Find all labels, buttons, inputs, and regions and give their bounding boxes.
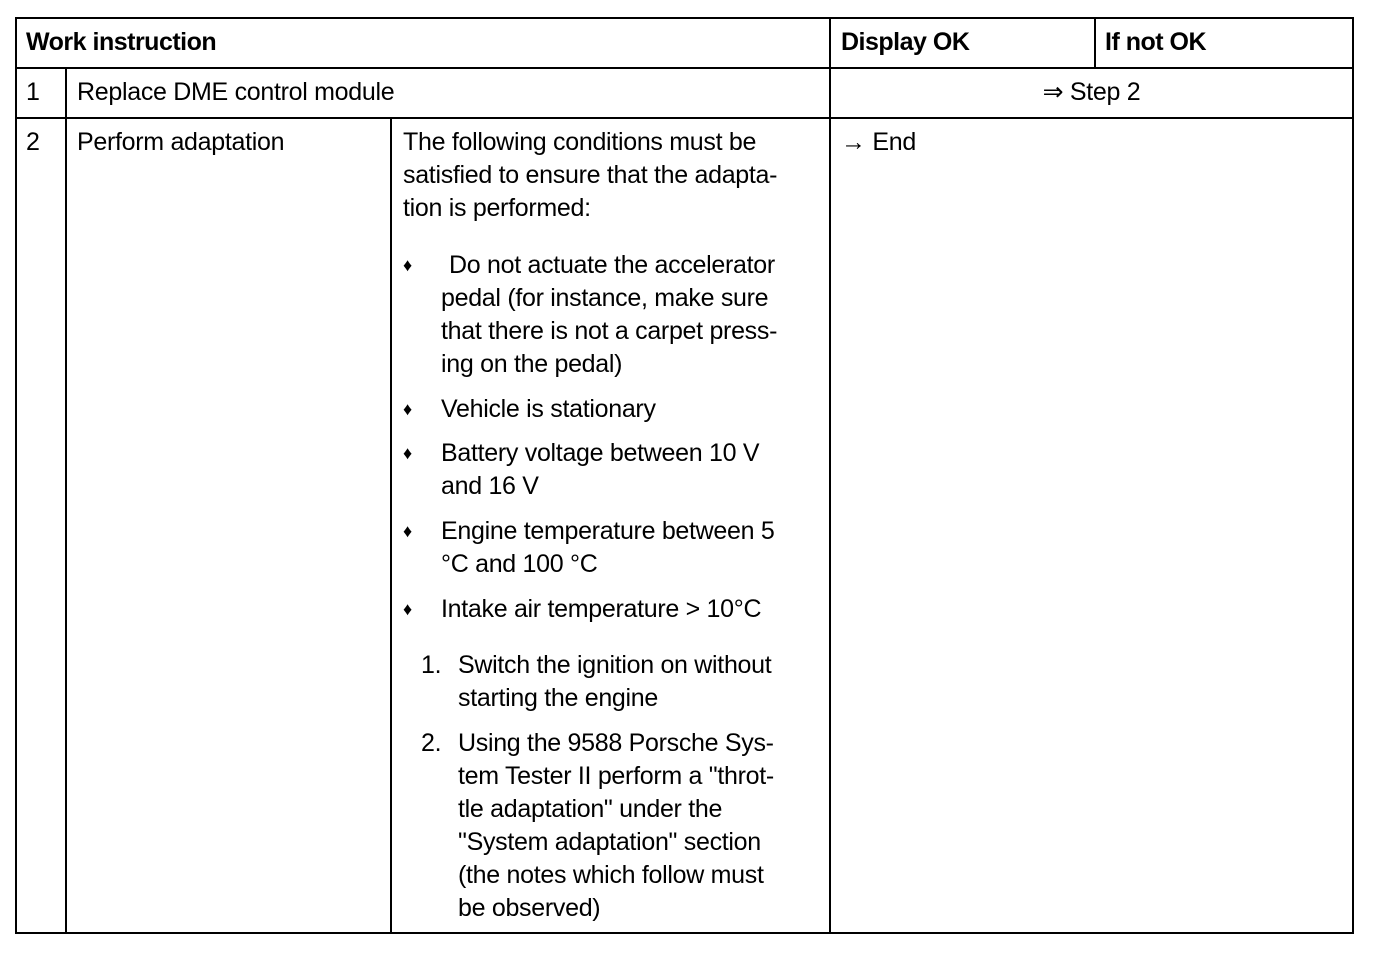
- condition-line: Battery voltage between 10 V: [441, 439, 760, 467]
- header-display-ok: Display OK: [841, 28, 970, 56]
- procedure-step: [403, 727, 829, 927]
- condition-text: [441, 249, 829, 381]
- work-instruction-table: [15, 17, 1354, 934]
- step-text: [458, 649, 829, 715]
- step-number: 1.: [421, 651, 442, 679]
- condition-line: Do not actuate the accelerator: [449, 251, 775, 279]
- row2-detail: [403, 19, 829, 934]
- condition-line: °C and 100 °C: [441, 550, 598, 578]
- if-not-ok-divider: [1094, 19, 1096, 68]
- diamond-bullet-icon: ♦: [403, 443, 412, 463]
- intro-line: tion is performed:: [403, 194, 591, 222]
- step-line: (the notes which follow must: [458, 861, 764, 889]
- condition-item: [403, 593, 829, 626]
- condition-text: [441, 515, 829, 581]
- diamond-bullet-icon: ♦: [403, 255, 412, 275]
- condition-line: Engine temperature between 5: [441, 517, 775, 545]
- condition-line: Intake air temperature > 10°C: [441, 595, 762, 623]
- step-line: Switch the ignition on without: [458, 651, 772, 679]
- condition-item: [403, 515, 829, 581]
- step-line: "System adaptation" section: [458, 828, 761, 856]
- condition-line: that there is not a carpet press-: [441, 317, 778, 345]
- row1-result: ⇒ Step 2: [1042, 78, 1141, 106]
- number-column-divider: [65, 68, 67, 934]
- instruction-detail-divider: [390, 118, 392, 934]
- condition-line: and 16 V: [441, 472, 539, 500]
- condition-item: [403, 437, 829, 503]
- row2-number: 2: [26, 128, 40, 156]
- diamond-bullet-icon: ♦: [403, 521, 412, 541]
- condition-text: [441, 593, 829, 626]
- condition-line: Vehicle is stationary: [441, 395, 656, 423]
- row1-number: 1: [26, 78, 40, 106]
- step-line: tle adaptation" under the: [458, 795, 723, 823]
- row1-instruction: Replace DME control module: [77, 78, 395, 106]
- header-if-not-ok: If not OK: [1105, 28, 1207, 56]
- procedure-step: [403, 649, 829, 715]
- condition-line: ing on the pedal): [441, 350, 623, 378]
- condition-line: pedal (for instance, make sure: [441, 284, 769, 312]
- step-line: tem Tester II perform a "throt-: [458, 762, 774, 790]
- intro-line: satisfied to ensure that the adapta-: [403, 161, 778, 189]
- intro-line: The following conditions must be: [403, 128, 757, 156]
- step-line: starting the engine: [458, 684, 659, 712]
- condition-text: [441, 393, 829, 426]
- diamond-bullet-icon: ♦: [403, 399, 412, 419]
- step-line: Using the 9588 Porsche Sys-: [458, 729, 774, 757]
- result-column-divider: [829, 19, 831, 934]
- condition-item: [403, 249, 829, 381]
- conditions-intro: [403, 126, 829, 225]
- row2-result: → End: [841, 128, 916, 156]
- header-work-instruction: Work instruction: [26, 28, 217, 56]
- step-line: be observed): [458, 894, 601, 922]
- diamond-bullet-icon: ♦: [403, 599, 412, 619]
- row2-instruction: Perform adaptation: [77, 128, 285, 156]
- condition-text: [441, 437, 829, 503]
- step-text: [458, 727, 829, 925]
- condition-item: [403, 393, 829, 426]
- step-number: 2.: [421, 729, 442, 757]
